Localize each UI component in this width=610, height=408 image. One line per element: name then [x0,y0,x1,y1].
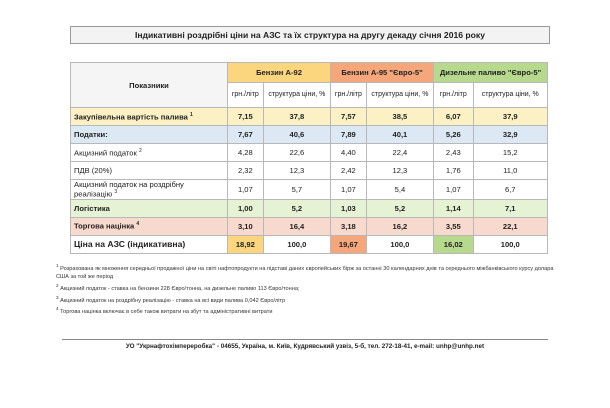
a92-structure-subheader: структура ціни, % [263,83,330,108]
table-cell: 100,0 [473,235,548,253]
table-cell: 22,4 [366,144,433,162]
table-cell: 37,8 [263,108,330,126]
row-label: Ціна на АЗС (індикативна) [71,235,228,253]
row-label: ПДВ (20%) [71,162,228,180]
table-cell: 37,9 [473,108,548,126]
table-row-excise-tax [71,144,548,162]
table-cell: 2,42 [331,162,367,180]
table-cell: 16,2 [366,217,433,235]
table-cell: 16,4 [263,217,330,235]
row-label: Акцизний податок на роздрібну реалізацію $^3$ [71,180,228,200]
footnote-4: $^4$ Торгова націнка включає в себе також витрати на збут та адміністративні витрати [56,305,273,315]
table-row-total-price [71,235,548,253]
table-cell: 11,0 [473,162,548,180]
a92-price-subheader: грн./літр [228,83,264,108]
table-cell: 7,57 [331,108,367,126]
table-cell: 1,07 [331,180,367,200]
table-cell: 12,3 [366,162,433,180]
table-row-vat [71,162,548,180]
price-table [70,62,548,254]
table-cell: 40,1 [366,126,433,144]
footnotes [56,262,556,316]
table-header-row [71,63,548,83]
table-cell: 4,28 [228,144,264,162]
table-cell: 12,3 [263,162,330,180]
table-cell: 2,43 [434,144,473,162]
a95-structure-subheader: структура ціни, % [366,83,433,108]
table-cell: 5,7 [263,180,330,200]
table-cell: 100,0 [366,235,433,253]
table-cell: 7,67 [228,126,264,144]
table-cell: 3,55 [434,217,473,235]
table-cell: 40,6 [263,126,330,144]
organization-footer: УО "Укрнафтохімпереробка" - 04655, Україна, м. Київ, Кудрявський узвіз, 5-б, тел. 272-18-41, e-mail: unhp@unhp.net [62,339,548,350]
table-row-taxes [71,126,548,144]
footnote-2: $^2$ Акцизний податок - ставка на бензини 228 Євро/тонна, на дизельне паливо 113 Євро/тонна; [56,283,300,292]
table-cell: 7,89 [331,126,367,144]
table-cell: 15,2 [473,144,548,162]
table-cell: 1,14 [434,199,473,217]
document-title: Індикативні роздрібні ціни на АЗС та їх структура на другу декаду січня 2016 року [70,26,550,44]
a95-price-subheader: грн./літр [331,83,367,108]
table-cell: 1,76 [434,162,473,180]
table-cell: 1,07 [434,180,473,200]
footnote-1: $^1$ Розрахована як множення середньої продажної ціни на світі нафтопродукти на підставі даних європейських бірж за останні 30 календарних днів та середнього міжбанківського курсу долара США за той же період [56,263,554,281]
diesel-total-price: 16,02 [434,235,473,253]
table-cell: 5,4 [366,180,433,200]
table-cell: 5,26 [434,126,473,144]
row-label: Торгова націнка $^4$ [71,217,228,235]
table-cell: 3,18 [331,217,367,235]
table-cell: 5,2 [366,199,433,217]
table-row-trade-margin [71,217,548,235]
table-cell: 6,7 [473,180,548,200]
row-label: Акцизний податок $^2$ [71,144,228,162]
table-cell: 22,1 [473,217,548,235]
table-cell: 1,00 [228,199,264,217]
table-cell: 4,40 [331,144,367,162]
row-label: Логістика [71,199,228,217]
a92-total-price: 18,92 [228,235,264,253]
table-cell: 32,9 [473,126,548,144]
table-cell: 3,10 [228,217,264,235]
table-cell: 6,07 [434,108,473,126]
table-cell: 2,32 [228,162,264,180]
footnote-3: $^3$ Акцизний податок на роздрібну реалізацію - ставка на всі види палива 0,042 Євро/літр [56,294,286,304]
table-cell: 1,07 [228,180,264,200]
table-cell: 5,2 [263,199,330,217]
table-row-retail-excise [71,180,548,200]
a92-header: Бензин А-92 [228,63,331,83]
a95-header: Бензин А-95 "Євро-5" [331,63,434,83]
table-row-purchase-cost [71,108,548,126]
table-cell: 1,03 [331,199,367,217]
table-cell: 7,1 [473,199,548,217]
table-cell: 7,15 [228,108,264,126]
diesel-header: Дизельне паливо "Євро-5" [434,63,548,83]
a95-total-price: 19,67 [331,235,367,253]
table-cell: 100,0 [263,235,330,253]
table-row-logistics [71,199,548,217]
diesel-price-subheader: грн./літр [434,83,473,108]
row-label: Податки: [71,126,228,144]
row-label: Закупівельна вартість палива $^1$ [71,108,228,126]
diesel-structure-subheader: структура ціни, % [473,83,548,108]
indicators-header: Показники [71,63,228,108]
table-cell: 22,6 [263,144,330,162]
table-cell: 38,5 [366,108,433,126]
